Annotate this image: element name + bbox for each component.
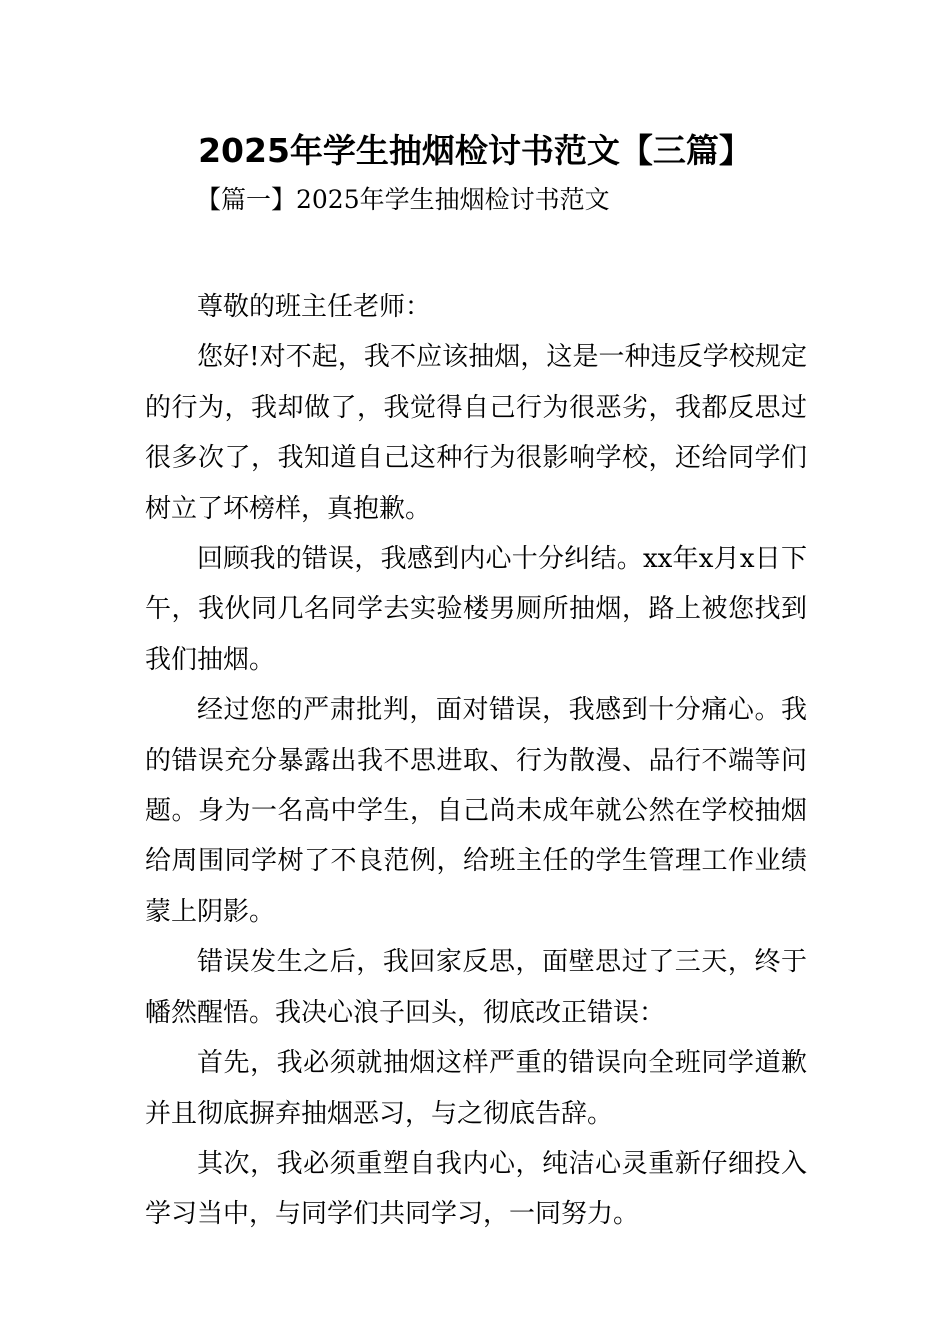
- document-title: 2025年学生抽烟检讨书范文【三篇】: [198, 131, 752, 170]
- paragraph: 错误发生之后，我回家反思，面壁思过了三天，终于幡然醒悟。我决心浪子回头，彻底改正错误：: [145, 947, 807, 1028]
- section-heading: 【篇一】2025年学生抽烟检讨书范文: [196, 185, 610, 214]
- paragraph: 其次，我必须重塑自我内心，纯洁心灵重新仔细投入学习当中，与同学们共同学习，一同努力。: [145, 1148, 807, 1230]
- paragraph: 首先，我必须就抽烟这样严重的错误向全班同学道歉并且彻底摒弃抽烟恶习，与之彻底告辞。: [145, 1048, 807, 1129]
- paragraph: 回顾我的错误，我感到内心十分纠结。xx年x月x日下午，我伙同几名同学去实验楼男厕所抽烟，路上被您找到我们抽烟。: [145, 544, 807, 675]
- document-body: [145, 282, 807, 1240]
- paragraph: 经过您的严肃批判，面对错误，我感到十分痛心。我的错误充分暴露出我不思进取、行为散漫、品行不端等问题。身为一名高中学生，自己尚未成年就公然在学校抽烟给周围同学树了不良范例，给班主任的学生管理工作业绩蒙上阴影。: [145, 695, 807, 927]
- paragraph: 您好!对不起，我不应该抽烟，这是一种违反学校规定的行为，我却做了，我觉得自己行为很恶劣，我都反思过很多次了，我知道自己这种行为很影响学校，还给同学们树立了坏榜样，真抱歉。: [145, 342, 807, 524]
- salutation: 尊敬的班主任老师：: [197, 292, 432, 322]
